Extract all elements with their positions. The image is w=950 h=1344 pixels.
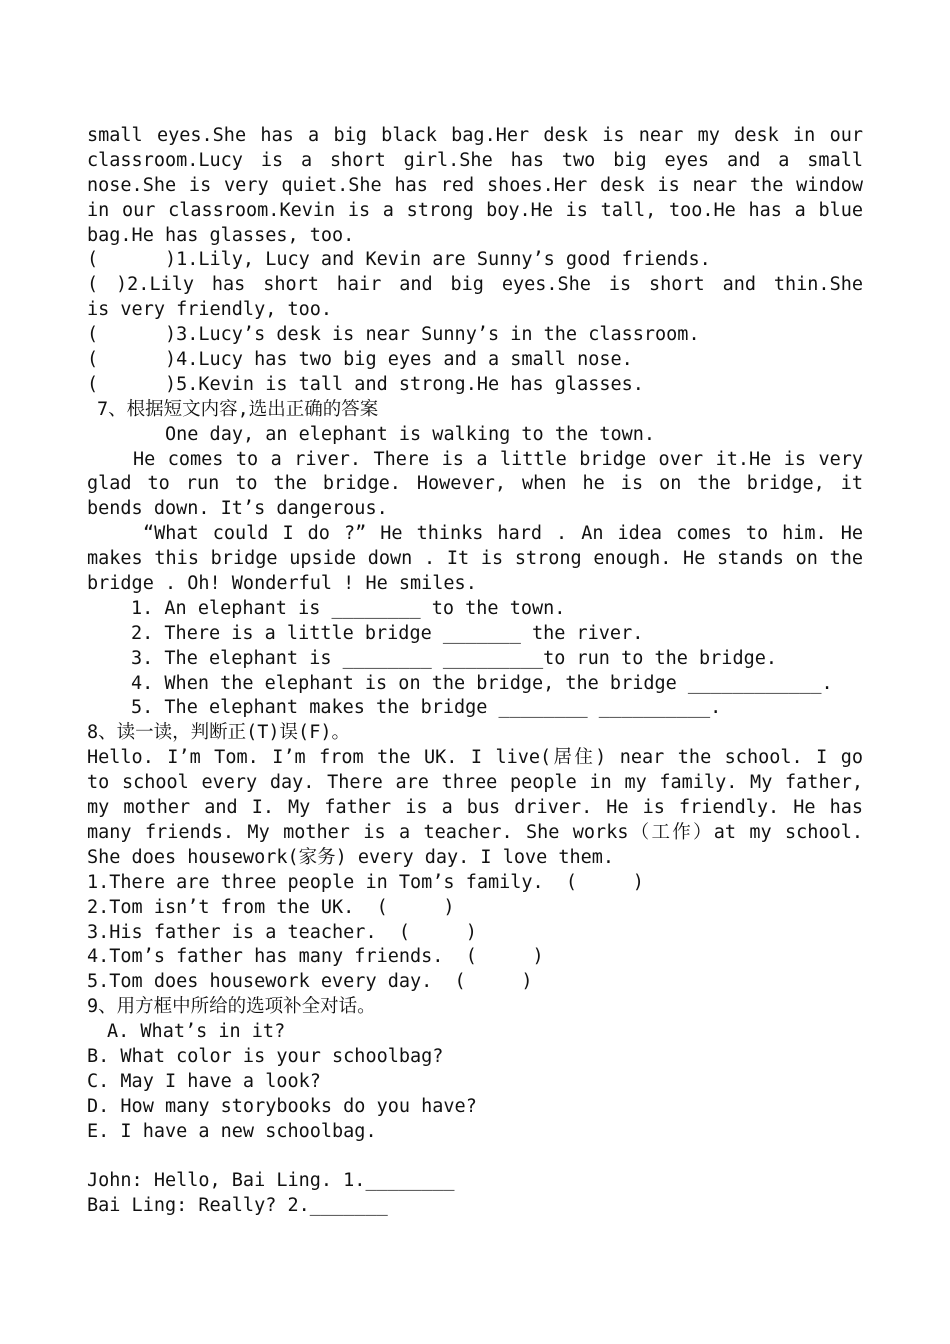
true-false-question-2: ( )2.Lily has short hair and big eyes.She is short and thin.She bbox=[87, 274, 863, 296]
true-false-question-5: ( )5.Kevin is tall and strong.He has glasses. bbox=[87, 373, 644, 395]
judge-question-1: 1.There are three people in Tom’s family. ( ) bbox=[87, 871, 644, 893]
story-line: “What could I do ?” He thinks hard . An idea comes to him. He bbox=[143, 523, 863, 545]
section-8 bbox=[87, 721, 863, 995]
true-false-question-1: ( )1.Lily, Lucy and Kevin are Sunny’s good friends. bbox=[87, 249, 711, 271]
passage-line: bag.He has glasses, too. bbox=[87, 224, 355, 246]
dialogue-line-1: John: Hello, Bai Ling. 1.________ bbox=[87, 1170, 455, 1192]
story-line: makes this bridge upside down . It is strong enough. He stands on the bbox=[87, 548, 863, 570]
blank-spacer bbox=[87, 1145, 863, 1170]
section-9 bbox=[87, 995, 863, 1219]
reading-line: She does housework(家务) every day. I love them. bbox=[87, 846, 615, 868]
section-7-heading: 7、根据短文内容,选出正确的答案 bbox=[97, 398, 379, 420]
fill-blank-question-5: 5. The elephant makes the bridge ________ __________. bbox=[131, 697, 722, 719]
option-d: D. How many storybooks do you have? bbox=[87, 1095, 477, 1117]
passage-line: nose.She is very quiet.She has red shoes.Her desk is near the window bbox=[87, 174, 863, 196]
fill-blank-question-4: 4. When the elephant is on the bridge, the bridge ____________. bbox=[131, 672, 833, 694]
section-8-heading: 8、读一读，判断正(T)误(F)。 bbox=[87, 722, 350, 744]
fill-blank-question-3: 3. The elephant is ________ _________to run to the bridge. bbox=[131, 647, 778, 669]
true-false-question-4: ( )4.Lucy has two big eyes and a small nose. bbox=[87, 349, 633, 371]
passage-line: small eyes.She has a big black bag.Her desk is near my desk in our bbox=[87, 125, 863, 146]
option-e: E. I have a new schoolbag. bbox=[87, 1120, 377, 1142]
option-b: B. What color is your schoolbag? bbox=[87, 1045, 444, 1067]
judge-question-4: 4.Tom’s father has many friends. ( ) bbox=[87, 946, 544, 968]
true-false-question-2-continued: is very friendly, too. bbox=[87, 299, 333, 321]
worksheet-content bbox=[87, 124, 863, 1219]
passage-line: classroom.Lucy is a short girl.She has two big eyes and a small bbox=[87, 149, 863, 171]
reading-line: to school every day. There are three people in my family. My father, bbox=[87, 772, 863, 794]
passage-6 bbox=[87, 124, 863, 398]
dialogue-line-2: Bai Ling: Really? 2._______ bbox=[87, 1195, 388, 1217]
option-c: C. May I have a look? bbox=[87, 1070, 321, 1092]
story-line: bridge . Oh! Wonderful ! He smiles. bbox=[87, 573, 477, 595]
story-line: bends down. It’s dangerous. bbox=[87, 498, 388, 520]
story-line: glad to run to the bridge. However, when he is on the bridge, it bbox=[87, 473, 863, 495]
story-title-line: One day, an elephant is walking to the town. bbox=[165, 423, 656, 445]
option-a: A. What’s in it? bbox=[107, 1021, 286, 1043]
reading-line: my mother and I. My father is a bus driver. He is friendly. He has bbox=[87, 797, 863, 819]
judge-question-3: 3.His father is a teacher. ( ) bbox=[87, 921, 477, 943]
story-line: He comes to a river. There is a little bridge over it.He is very bbox=[133, 448, 863, 470]
passage-line: in our classroom.Kevin is a strong boy.He is tall, too.He has a blue bbox=[87, 199, 863, 221]
true-false-question-3: ( )3.Lucy’s desk is near Sunny’s in the classroom. bbox=[87, 324, 700, 346]
section-7 bbox=[87, 398, 863, 722]
fill-blank-question-1: 1. An elephant is ________ to the town. bbox=[131, 597, 566, 619]
reading-line: many friends. My mother is a teacher. She works（工作）at my school. bbox=[87, 821, 863, 843]
section-9-heading: 9、用方框中所给的选项补全对话。 bbox=[87, 996, 376, 1018]
judge-question-2: 2.Tom isn’t from the UK. ( ) bbox=[87, 896, 455, 918]
reading-line: Hello. I’m Tom. I’m from the UK. I live(居住) near the school. I go bbox=[87, 747, 863, 769]
fill-blank-question-2: 2. There is a little bridge _______ the river. bbox=[131, 622, 644, 644]
judge-question-5: 5.Tom does housework every day. ( ) bbox=[87, 971, 533, 993]
